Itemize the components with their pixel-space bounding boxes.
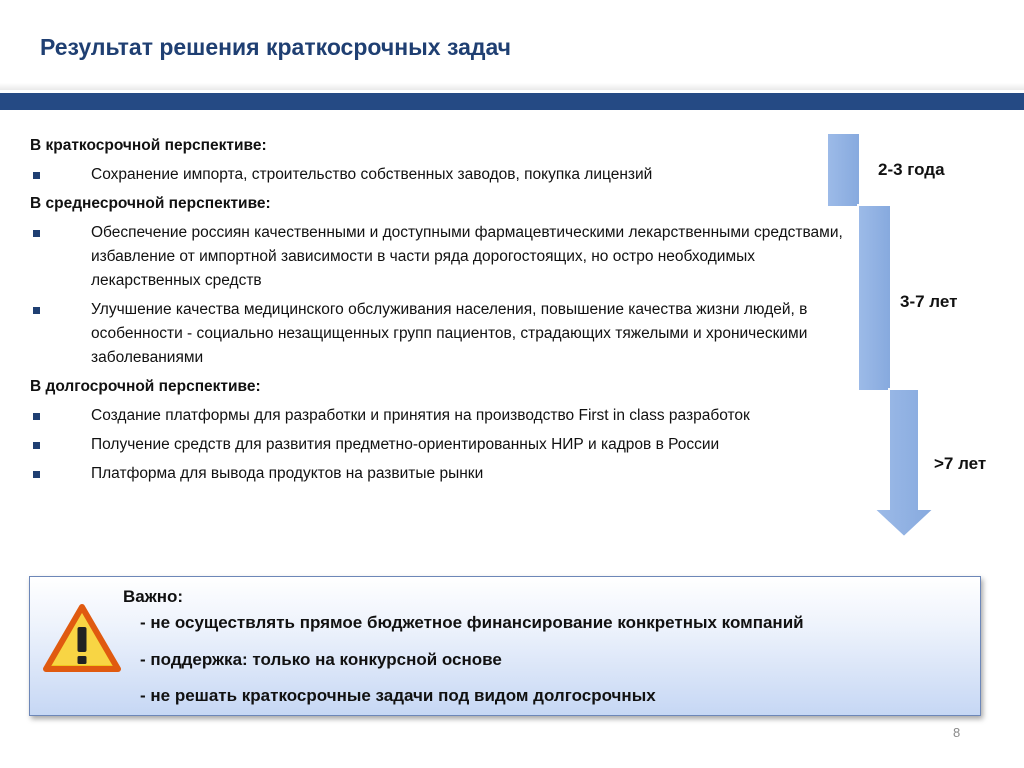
list-item (30, 433, 850, 457)
list-item (30, 163, 850, 187)
timeline-step-medium (858, 205, 891, 391)
note-line: - не осуществлять прямое бюджетное финансирование конкретных компаний (140, 613, 804, 632)
bullet-square-icon (33, 172, 40, 179)
bullet-square-icon (33, 471, 40, 478)
bullet-square-icon (33, 230, 40, 237)
slide-title: Результат решения краткосрочных задач (40, 34, 512, 60)
list-item-text: Платформа для вывода продуктов на развитые рынки (91, 465, 484, 482)
note-title: Важно: (123, 587, 184, 606)
section-heading-long: В долгосрочной перспективе: (30, 378, 261, 395)
list-item (30, 298, 850, 370)
period-long: >7 лет (934, 454, 987, 473)
bullet-square-icon (33, 307, 40, 314)
period-medium: 3-7 лет (900, 292, 958, 311)
note-line: - не решать краткосрочные задачи под видом долгосрочных (140, 686, 656, 705)
section-heading-medium: В среднесрочной перспективе: (30, 195, 271, 212)
list-item-text: Обеспечение россиян качественными и доступными фармацевтическими лекарственными средствами, избавление от импортной зависимости в части ряда дорогостоящих, но остро необходимых лекарственных средств (91, 224, 843, 289)
timeline-step-long (874, 389, 934, 537)
section-heading-short: В краткосрочной перспективе: (30, 137, 267, 154)
content-list (30, 134, 850, 491)
header-band (0, 93, 1024, 110)
list-item-text: Создание платформы для разработки и принятия на производство First in class разработок (91, 407, 750, 424)
list-item (30, 221, 850, 293)
period-short: 2-3 года (878, 160, 945, 179)
warning-icon (42, 603, 122, 675)
bullet-square-icon (33, 442, 40, 449)
list-item-text: Получение средств для развития предметно-ориентированных НИР и кадров в России (91, 436, 720, 453)
timeline-arrow-icon (820, 125, 950, 545)
bullet-square-icon (33, 413, 40, 420)
list-item (30, 462, 850, 486)
timeline-step-short (827, 133, 860, 207)
page-number: 8 (953, 725, 961, 740)
important-note-box (29, 576, 981, 716)
list-item-text: Сохранение импорта, строительство собственных заводов, покупка лицензий (91, 166, 653, 183)
note-line: - поддержка: только на конкурсной основе (140, 650, 502, 669)
list-item (30, 404, 850, 428)
list-item-text: Улучшение качества медицинского обслуживания населения, повышение качества жизни людей, в особенности - социально незащищенных групп пациентов, страдающих тяжелыми и хроническими заболеваниями (91, 301, 808, 366)
